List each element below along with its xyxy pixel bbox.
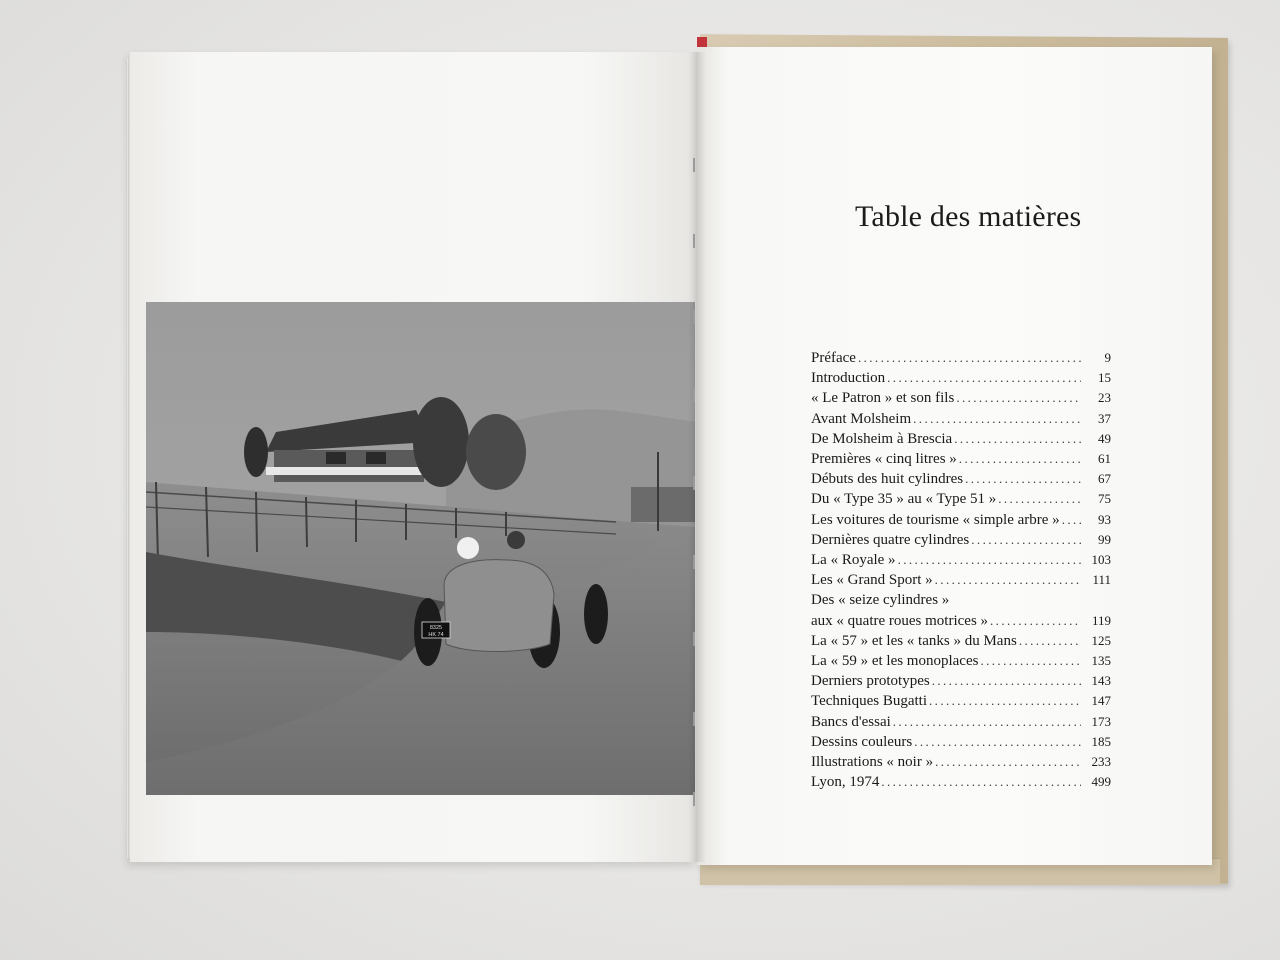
toc-entry bbox=[811, 530, 1111, 550]
house-window bbox=[326, 452, 346, 464]
number-plate-line1: 8325 bbox=[429, 625, 443, 631]
toc-entry-label: Introduction bbox=[811, 370, 886, 387]
toc-entry bbox=[811, 550, 1111, 570]
toc-leader-dots bbox=[858, 348, 1081, 368]
toc-leader-dots bbox=[1062, 510, 1081, 530]
toc-entry bbox=[811, 590, 1111, 610]
toc-leader-dots bbox=[913, 409, 1081, 429]
toc-list bbox=[811, 348, 1111, 792]
toc-entry-label: La « 57 » et les « tanks » du Mans bbox=[811, 632, 1017, 649]
toc-leader-dots bbox=[998, 489, 1081, 509]
toc-leader-dots bbox=[932, 671, 1081, 691]
toc-title: Table des matières bbox=[855, 200, 1082, 233]
toc-entry-page: 147 bbox=[1091, 693, 1111, 709]
toc-entry-page: 61 bbox=[1098, 451, 1111, 467]
toc-entry bbox=[811, 712, 1111, 732]
toc-leader-dots bbox=[929, 691, 1081, 711]
toc-entry-label: Les voitures de tourisme « simple arbre » bbox=[811, 511, 1060, 528]
driver-helmet bbox=[457, 537, 479, 559]
toc-entry bbox=[811, 570, 1111, 590]
binding-stitch bbox=[693, 712, 699, 726]
toc-entry-page: 75 bbox=[1098, 491, 1111, 507]
toc-entry-label: Premières « cinq litres » bbox=[811, 451, 957, 468]
toc-entry bbox=[811, 752, 1111, 772]
toc-entry-page: 143 bbox=[1091, 673, 1111, 689]
binding-stitch bbox=[693, 234, 699, 248]
toc-entry bbox=[811, 611, 1111, 631]
toc-entry bbox=[811, 429, 1111, 449]
binding-stitch bbox=[693, 476, 699, 490]
toc-entry-page: 9 bbox=[1104, 350, 1111, 365]
toc-entry bbox=[811, 510, 1111, 530]
toc-entry bbox=[811, 671, 1111, 691]
number-plate-line2: HK 74 bbox=[428, 632, 444, 638]
toc-leader-dots bbox=[914, 732, 1081, 752]
toc-entry-page: 37 bbox=[1098, 410, 1111, 426]
toc-entry-page: 499 bbox=[1091, 774, 1111, 790]
toc-entry-page: 103 bbox=[1091, 552, 1111, 568]
toc-entry bbox=[811, 489, 1111, 509]
toc-entry-label: aux « quatre roues motrices » bbox=[811, 612, 989, 629]
binding-stitch bbox=[693, 792, 699, 806]
binding-stitch bbox=[693, 632, 699, 646]
toc-entry-label: Illustrations « noir » bbox=[811, 754, 934, 771]
toc-entry-label: Débuts des huit cylindres bbox=[811, 471, 964, 488]
toc-entry bbox=[811, 631, 1111, 651]
toc-entry-label: Bancs d'essai bbox=[811, 713, 891, 730]
toc-entry bbox=[811, 691, 1111, 711]
toc-leader-dots bbox=[935, 570, 1081, 590]
toc-leader-dots bbox=[954, 429, 1081, 449]
toc-entry-page: 111 bbox=[1092, 572, 1111, 588]
toc-entry-label: Des « seize cylindres » bbox=[811, 592, 950, 609]
toc-entry-page: 99 bbox=[1098, 531, 1111, 547]
toc-leader-dots bbox=[956, 388, 1081, 408]
binding-stitch bbox=[693, 555, 699, 569]
toc-leader-dots bbox=[980, 651, 1081, 671]
toc-entry-page: 125 bbox=[1091, 632, 1111, 648]
front-wheel bbox=[584, 584, 608, 644]
toc-entry-page: 15 bbox=[1098, 370, 1111, 386]
book-gutter bbox=[688, 52, 706, 862]
toc-entry-label: La « 59 » et les monoplaces bbox=[811, 653, 979, 670]
toc-leader-dots bbox=[935, 752, 1081, 772]
toc-leader-dots bbox=[959, 449, 1081, 469]
toc-entry bbox=[811, 772, 1111, 792]
toc-entry-label: « Le Patron » et son fils bbox=[811, 390, 955, 407]
tree bbox=[244, 427, 268, 477]
toc-entry-label: Les « Grand Sport » bbox=[811, 572, 933, 589]
binding-stitch bbox=[693, 388, 699, 402]
toc-entry bbox=[811, 388, 1111, 408]
toc-entry-page: 67 bbox=[1098, 471, 1111, 487]
tree bbox=[413, 397, 469, 487]
toc-entry bbox=[811, 348, 1111, 368]
toc-entry-label: Lyon, 1974 bbox=[811, 774, 880, 791]
toc-entry-label: De Molsheim à Brescia bbox=[811, 430, 953, 447]
toc-entry-label: Techniques Bugatti bbox=[811, 693, 928, 710]
toc-entry bbox=[811, 449, 1111, 469]
toc-entry-page: 173 bbox=[1091, 713, 1111, 729]
toc-entry-label: Du « Type 35 » au « Type 51 » bbox=[811, 491, 997, 508]
toc-entry-page: 233 bbox=[1091, 754, 1111, 770]
toc-leader-dots bbox=[965, 469, 1081, 489]
book-headband bbox=[697, 37, 707, 47]
toc-entry-page: 119 bbox=[1091, 612, 1111, 628]
house-window bbox=[366, 452, 386, 464]
vintage-race-car-photo bbox=[146, 302, 695, 795]
toc-leader-dots bbox=[898, 550, 1081, 570]
toc-entry bbox=[811, 469, 1111, 489]
toc-leader-dots bbox=[887, 368, 1081, 388]
toc-entry-label: Dessins couleurs bbox=[811, 733, 913, 750]
toc-entry-label: Avant Molsheim bbox=[811, 410, 912, 427]
driver-head bbox=[507, 531, 525, 549]
toc-leader-dots bbox=[990, 611, 1081, 631]
toc-leader-dots bbox=[881, 772, 1081, 792]
toc-leader-dots bbox=[1019, 631, 1081, 651]
house-balcony bbox=[266, 467, 431, 475]
toc-entry bbox=[811, 651, 1111, 671]
toc-entry-page: 49 bbox=[1098, 430, 1111, 446]
car-body bbox=[444, 560, 554, 652]
toc-entry-page: 135 bbox=[1091, 653, 1111, 669]
binding-stitch bbox=[693, 158, 699, 172]
toc-entry-label: Derniers prototypes bbox=[811, 673, 930, 690]
toc-leader-dots bbox=[893, 712, 1081, 732]
toc-entry-label: La « Royale » bbox=[811, 552, 896, 569]
toc-entry-label: Préface bbox=[811, 350, 856, 366]
toc-entry-page: 185 bbox=[1091, 733, 1111, 749]
toc-entry bbox=[811, 732, 1111, 752]
house-wall bbox=[274, 450, 424, 482]
toc-leader-dots bbox=[971, 530, 1081, 550]
toc-entry-page: 93 bbox=[1098, 511, 1111, 527]
toc-entry bbox=[811, 409, 1111, 429]
tree bbox=[466, 414, 526, 490]
binding-stitch bbox=[693, 310, 699, 324]
toc-entry-label: Dernières quatre cylindres bbox=[811, 531, 970, 548]
barn bbox=[631, 487, 695, 522]
toc-entry-page: 23 bbox=[1098, 390, 1111, 406]
toc-entry bbox=[811, 368, 1111, 388]
